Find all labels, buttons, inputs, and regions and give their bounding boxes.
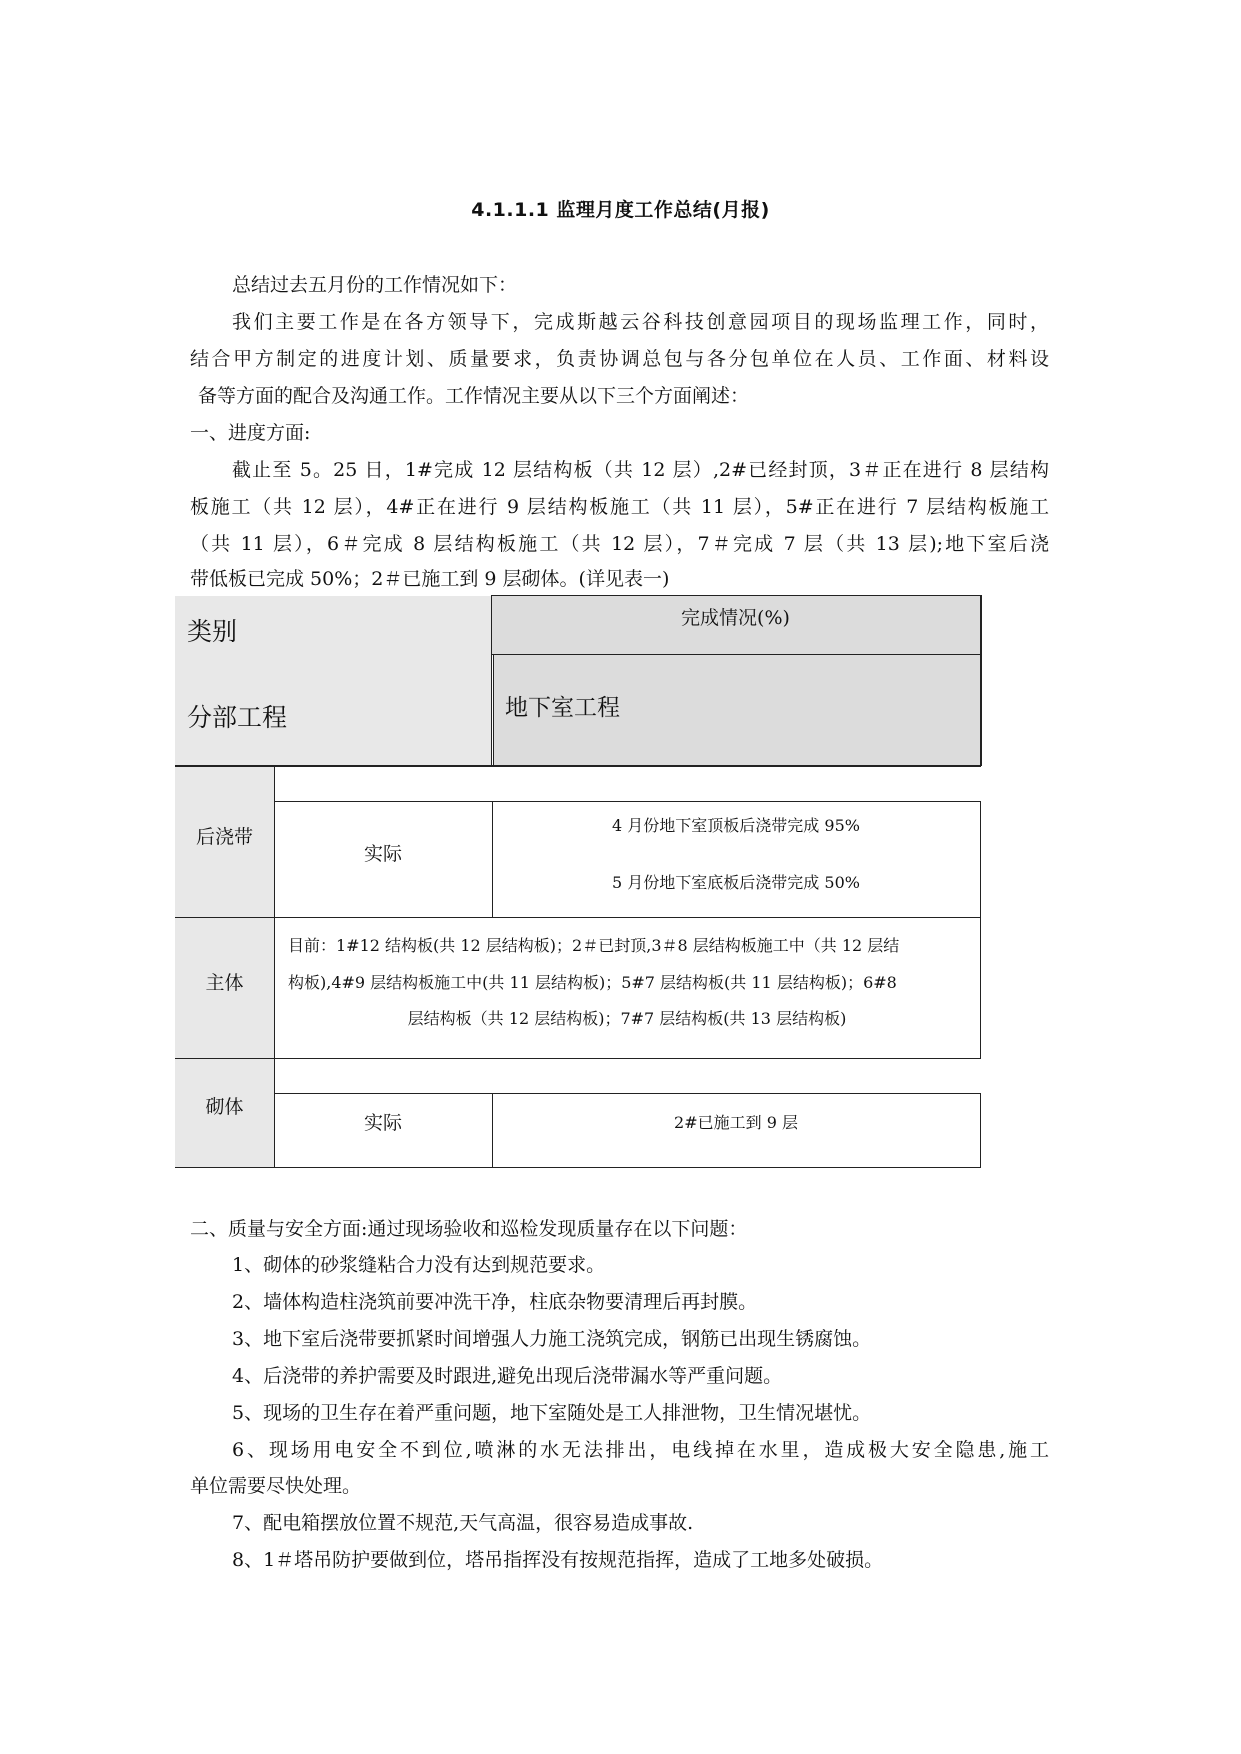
- quality-heading: 二、质量与安全方面:通过现场验收和巡检发现质量存在以下问题：: [190, 1218, 748, 1240]
- table-rule: [274, 1093, 981, 1094]
- table-rule: [175, 1058, 981, 1059]
- header-category: 类别: [187, 617, 238, 646]
- intro-line-1: 总结过去五月份的工作情况如下：: [232, 274, 518, 296]
- table-rule: [175, 917, 981, 918]
- row-value: 层结构板（共 12 层结构板)；7#7 层结构板(共 13 层结构板): [407, 1009, 847, 1028]
- progress-para-1: 截止至 5。25 日，1#完成 12 层结构板（共 12 层）,2#已经封顶，3＃正在进行 8 层结构: [232, 459, 1049, 481]
- quality-item-4: 4、后浇带的养护需要及时跟进,避免出现后浇带漏水等严重问题。: [232, 1365, 783, 1387]
- intro-line-2: 我们主要工作是在各方领导下，完成斯越云谷科技创意园项目的现场监理工作，同时，: [232, 311, 1049, 333]
- row-value: 2#已施工到 9 层: [674, 1113, 798, 1132]
- quality-item-6: 6、现场用电安全不到位,喷淋的水无法排出，电线掉在水里，造成极大安全隐患,施工: [232, 1439, 1049, 1461]
- table-rule: [175, 765, 981, 767]
- progress-para-2: 板施工（共 12 层），4#正在进行 9 层结构板施工（共 11 层），5#正在进行 7 层结构板施工: [190, 496, 1049, 518]
- table-rule: [493, 654, 494, 766]
- table-rule: [491, 595, 981, 596]
- row-actual-label: 实际: [363, 1112, 402, 1134]
- row-actual-label: 实际: [363, 843, 402, 865]
- progress-para-4: 带低板已完成 50%；2＃已施工到 9 层砌体。(详见表一): [190, 568, 670, 590]
- row-label-main-structure: 主体: [205, 972, 244, 994]
- progress-para-3: （共 11 层），6＃完成 8 层结构板施工（共 12 层），7＃完成 7 层（共 13 层);地下室后浇: [190, 533, 1049, 555]
- row-label-masonry: 砌体: [205, 1096, 244, 1118]
- row-value: 5 月份地下室底板后浇带完成 50%: [612, 873, 860, 892]
- header-completion: 完成情况(%): [681, 607, 790, 629]
- row-label-post-pour-strip: 后浇带: [195, 826, 253, 848]
- quality-item-3: 3、地下室后浇带要抓紧时间增强人力施工浇筑完成，钢筋已出现生锈腐蚀。: [232, 1328, 872, 1350]
- quality-item-8: 8、1＃塔吊防护要做到位，塔吊指挥没有按规范指挥，造成了工地多处破损。: [232, 1549, 884, 1571]
- intro-line-4: 备等方面的配合及沟通工作。工作情况主要从以下三个方面阐述：: [198, 385, 750, 407]
- row-value: 构板),4#9 层结构板施工中(共 11 层结构板)；5#7 层结构板(共 11 层结构板)；6#8: [288, 973, 897, 992]
- page-title: 4.1.1.1 监理月度工作总结(月报): [471, 199, 770, 221]
- table-rule: [175, 1167, 981, 1168]
- header-basement: 地下室工程: [505, 695, 620, 721]
- progress-heading: 一、进度方面:: [190, 422, 311, 444]
- table-rule: [980, 1093, 981, 1168]
- table-rule: [980, 801, 981, 1058]
- table-rule: [980, 595, 982, 766]
- quality-item-1: 1、砌体的砂浆缝粘合力没有达到规范要求。: [232, 1254, 606, 1276]
- quality-item-7: 7、配电箱摆放位置不规范,天气高温，很容易造成事故.: [232, 1512, 694, 1534]
- quality-item-5: 5、现场的卫生存在着严重问题，地下室随处是工人排泄物，卫生情况堪忧。: [232, 1402, 872, 1424]
- quality-item-6-cont: 单位需要尽快处理。: [190, 1475, 362, 1497]
- intro-line-3: 结合甲方制定的进度计划、质量要求，负责协调总包与各分包单位在人员、工作面、材料设: [190, 348, 1049, 370]
- table-rule: [491, 654, 981, 655]
- quality-item-2: 2、墙体构造柱浇筑前要冲洗干净，柱底杂物要清理后再封膜。: [232, 1291, 758, 1313]
- row-value: 4 月份地下室顶板后浇带完成 95%: [612, 816, 860, 835]
- table-rule: [274, 801, 981, 802]
- row-value: 目前：1#12 结构板(共 12 层结构板)；2＃已封顶,3＃8 层结构板施工中（共 12 层结: [288, 936, 900, 955]
- header-sub-project: 分部工程: [187, 703, 288, 732]
